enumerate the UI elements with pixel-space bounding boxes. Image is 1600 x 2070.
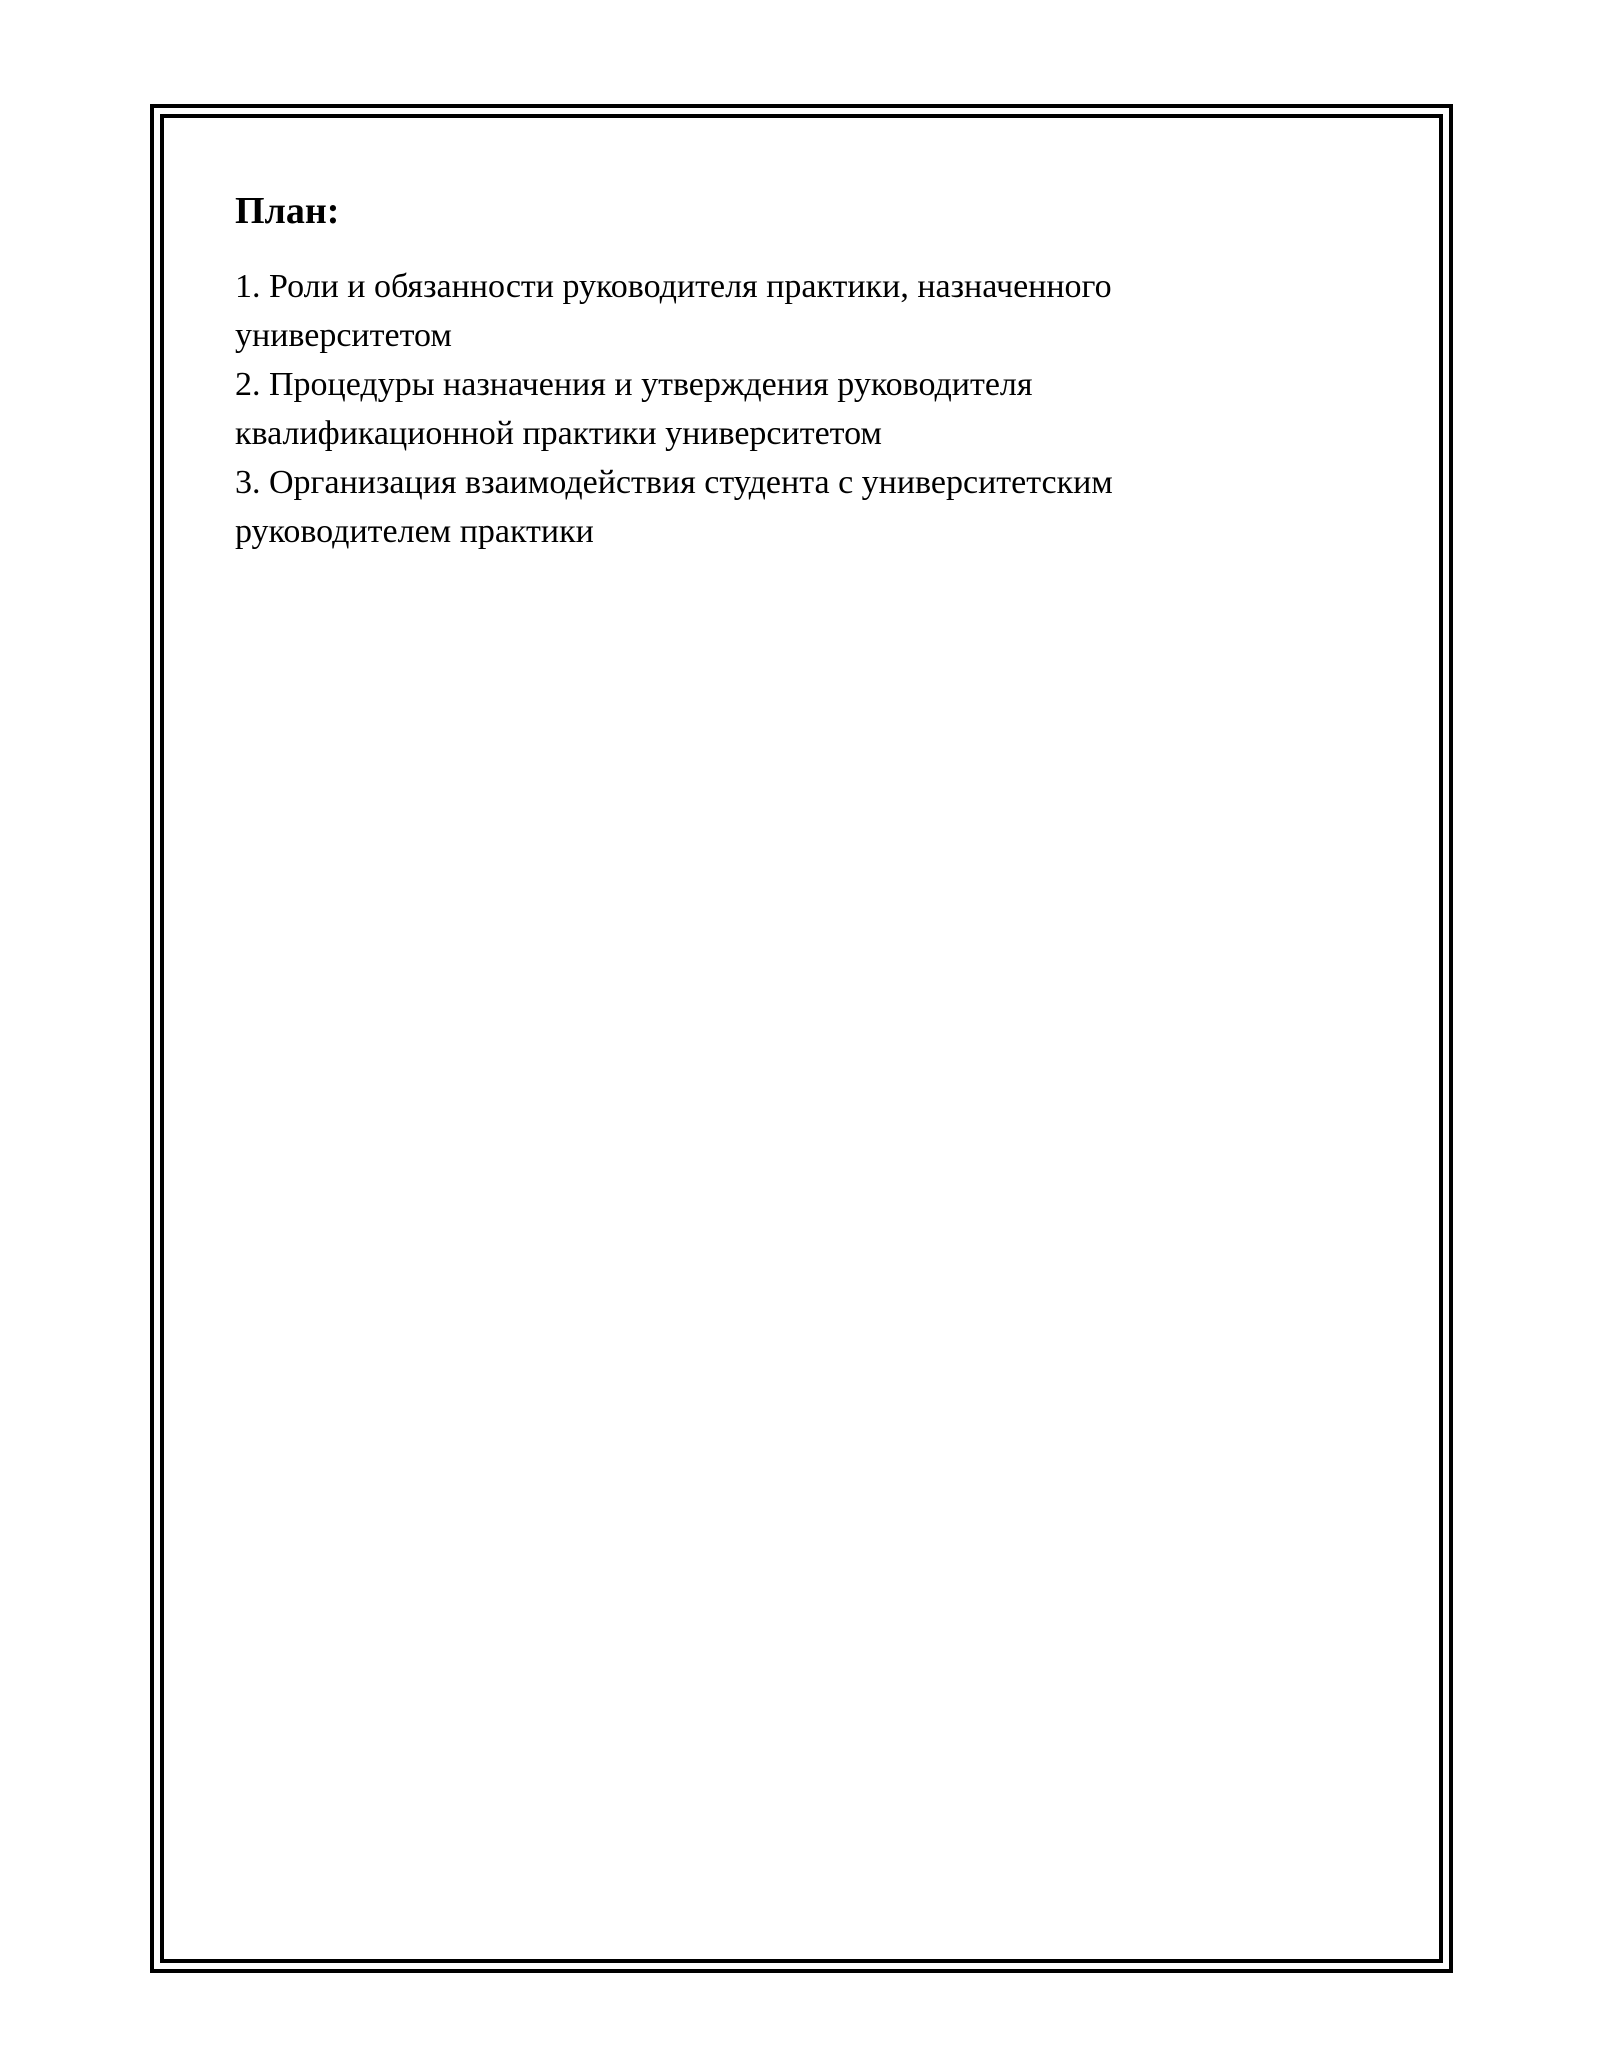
plan-item-1: 1. Роли и обязанности руководителя практики, назначенного университетом [235,268,1112,354]
document-content [235,186,1355,556]
plan-item-2: 2. Процедуры назначения и утверждения руководителя квалификационной практики университетом [235,366,1033,452]
plan-list [235,262,1355,556]
plan-item-3: 3. Организация взаимодействия студента с университетским руководителем практики [235,464,1113,550]
plan-heading: План: [235,190,340,232]
